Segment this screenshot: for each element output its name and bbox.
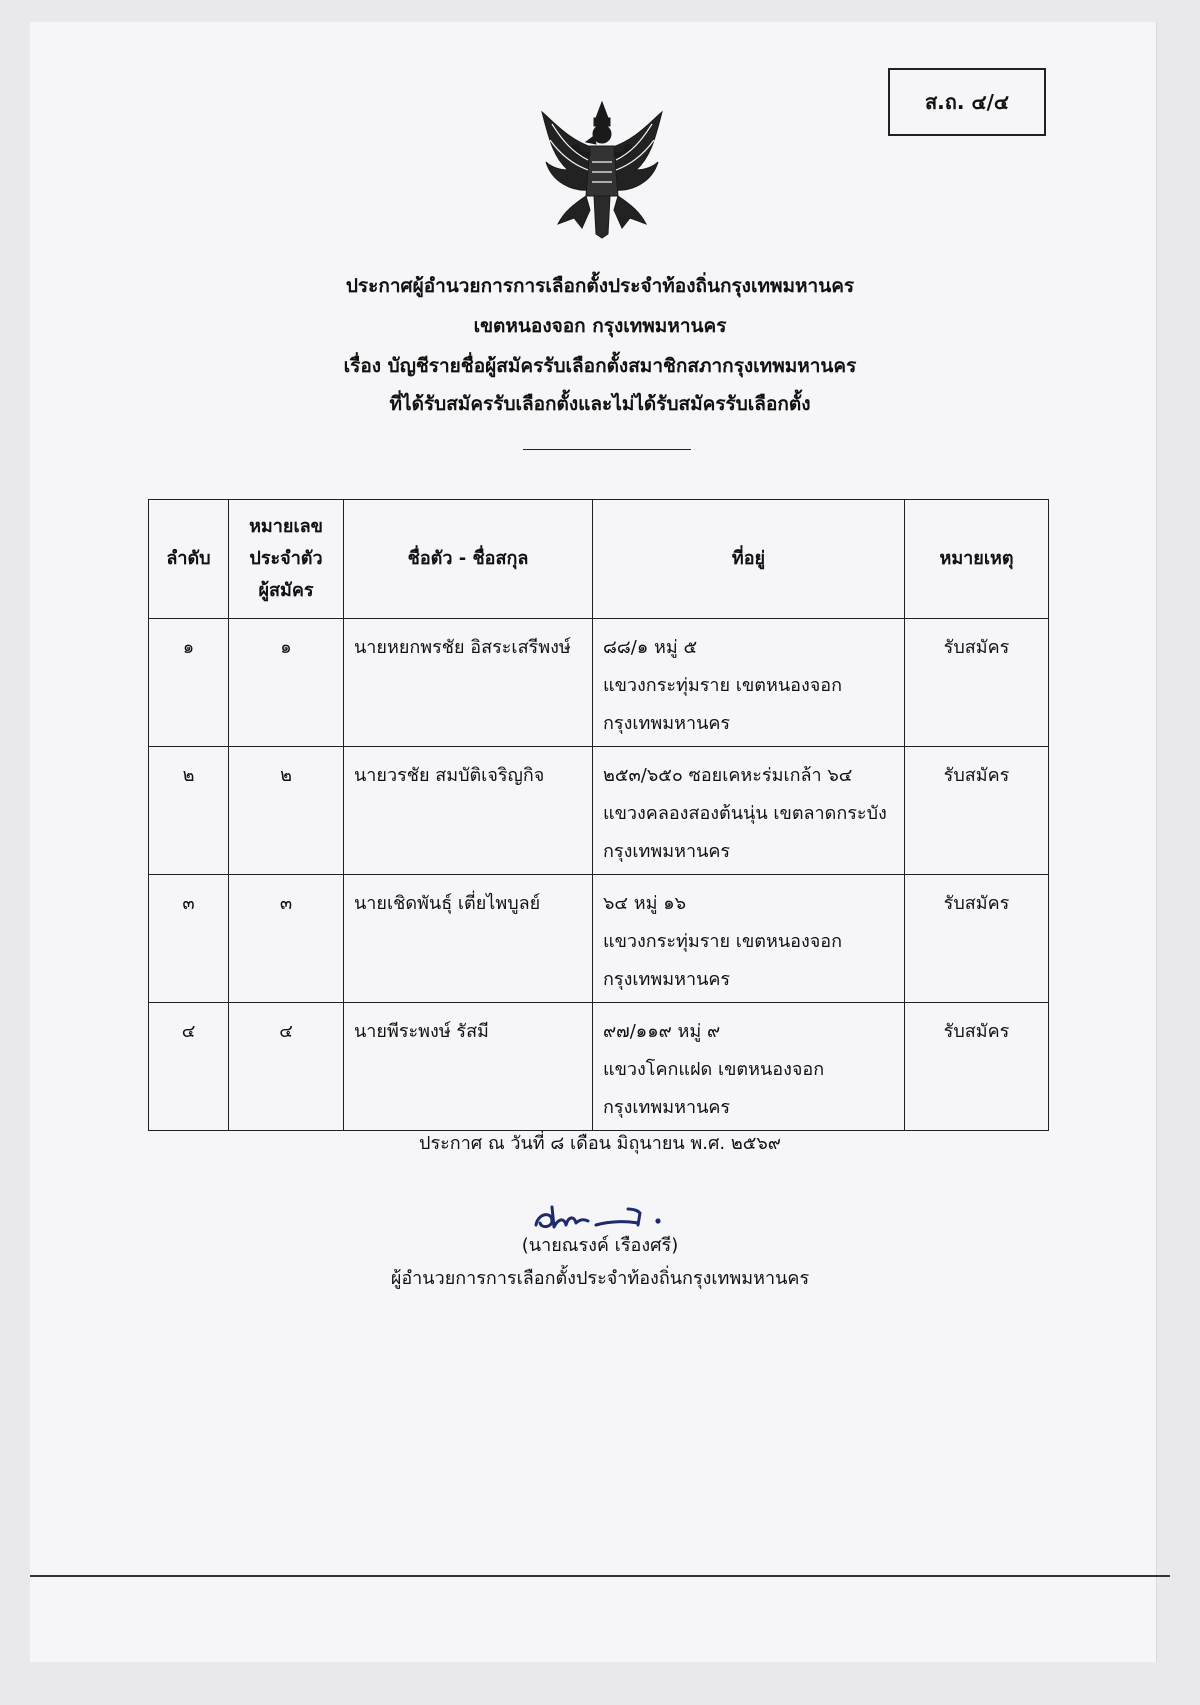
row-remark: รับสมัคร — [905, 1003, 1049, 1131]
heading-line-1: ประกาศผู้อำนวยการการเลือกตั้งประจำท้องถิ่นกรุงเทพมหานคร — [345, 275, 855, 297]
col-remark-header: หมายเหตุ — [905, 500, 1049, 619]
table-header-row — [149, 500, 1049, 619]
row-remark: รับสมัคร — [905, 875, 1049, 1003]
col-address-header: ที่อยู่ — [593, 500, 905, 619]
row-address-line-1: ๖๔ หมู่ ๑๖ — [603, 893, 687, 914]
table-row — [149, 1003, 1049, 1131]
row-address-line-2: แขวงกระทุ่มราย เขตหนองจอก — [603, 931, 842, 952]
heading-line-3: เรื่อง บัญชีรายชื่อผู้สมัครรับเลือกตั้งสมาชิกสภากรุงเทพมหานคร — [343, 355, 857, 377]
heading-line-2: เขตหนองจอก กรุงเทพมหานคร — [473, 315, 727, 337]
table-row — [149, 875, 1049, 1003]
col-name-header: ชื่อตัว - ชื่อสกุล — [344, 500, 593, 619]
candidate-table — [148, 499, 1049, 1131]
row-remark: รับสมัคร — [905, 619, 1049, 747]
table-row — [149, 619, 1049, 747]
row-address — [593, 747, 905, 875]
row-address-line-1: ๘๘/๑ หมู่ ๕ — [603, 637, 698, 658]
row-address-line-2: แขวงกระทุ่มราย เขตหนองจอก — [603, 675, 842, 696]
table-row — [149, 747, 1049, 875]
row-name: นายหยกพรชัย อิสระเสรีพงษ์ — [344, 619, 593, 747]
row-address-line-3: กรุงเทพมหานคร — [603, 969, 731, 990]
col-number-header-line-3: ผู้สมัคร — [258, 580, 314, 601]
row-address — [593, 619, 905, 747]
row-name: นายเชิดพันธุ์ เตี่ยไพบูลย์ — [344, 875, 593, 1003]
col-number-header-line-1: หมายเลข — [249, 516, 323, 537]
row-remark: รับสมัคร — [905, 747, 1049, 875]
form-code-box: ส.ถ. ๔/๔ — [888, 68, 1046, 136]
row-address-line-3: กรุงเทพมหานคร — [603, 841, 731, 862]
heading-line-4: ที่ได้รับสมัครรับเลือกตั้งและไม่ได้รับสมัครรับเลือกตั้ง — [389, 393, 811, 415]
row-address-line-3: กรุงเทพมหานคร — [603, 1097, 731, 1118]
row-number: ๑ — [229, 619, 344, 747]
garuda-emblem-icon — [538, 100, 666, 240]
bottom-rule — [30, 1575, 1170, 1577]
row-number: ๒ — [229, 747, 344, 875]
row-address-line-1: ๙๗/๑๑๙ หมู่ ๙ — [603, 1021, 721, 1042]
row-order: ๑ — [149, 619, 229, 747]
row-address-line-2: แขวงคลองสองต้นนุ่น เขตลาดกระบัง — [603, 803, 887, 824]
signer-title: ผู้อำนวยการการเลือกตั้งประจำท้องถิ่นกรุงเทพมหานคร — [390, 1268, 810, 1289]
row-name: นายวรชัย สมบัติเจริญกิจ — [344, 747, 593, 875]
col-number-header-line-2: ประจำตัว — [249, 548, 323, 569]
row-address-line-1: ๒๕๓/๖๕๐ ซอยเคหะร่มเกล้า ๖๔ — [603, 765, 853, 786]
row-address — [593, 1003, 905, 1131]
heading-divider — [523, 449, 691, 450]
row-address-line-3: กรุงเทพมหานคร — [603, 713, 731, 734]
row-order: ๔ — [149, 1003, 229, 1131]
col-order-header: ลำดับ — [149, 500, 229, 619]
row-number: ๔ — [229, 1003, 344, 1131]
announcement-date: ประกาศ ณ วันที่ ๘ เดือน มิถุนายน พ.ศ. ๒๕๖๙ — [419, 1133, 781, 1154]
row-address — [593, 875, 905, 1003]
row-order: ๒ — [149, 747, 229, 875]
signer-name: (นายณรงค์ เรืองศรี) — [521, 1235, 679, 1256]
row-number: ๓ — [229, 875, 344, 1003]
row-order: ๓ — [149, 875, 229, 1003]
row-address-line-2: แขวงโคกแฝด เขตหนองจอก — [603, 1059, 825, 1080]
col-number-header — [229, 500, 344, 619]
row-name: นายพีระพงษ์ รัสมี — [344, 1003, 593, 1131]
